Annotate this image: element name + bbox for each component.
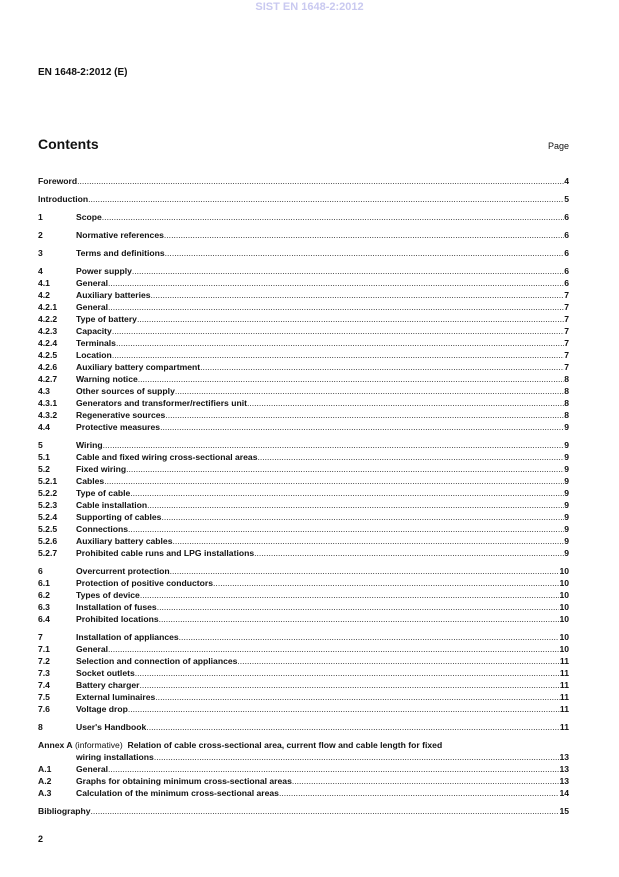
toc-entry-number: 7 xyxy=(38,632,43,642)
toc-entry-label: Calculation of the minimum cross-sectional areas xyxy=(76,788,279,798)
toc-entry-label: Supporting of cables xyxy=(76,512,162,522)
toc-entry-label: Foreword xyxy=(38,176,78,186)
toc-entry-page: 10 xyxy=(559,566,569,576)
toc-entry-number: 7.3 xyxy=(38,668,50,678)
dot-leader xyxy=(173,535,565,547)
toc-entry-number: 4.3.2 xyxy=(38,410,58,420)
toc-entry-page: 8 xyxy=(564,410,569,420)
dot-leader xyxy=(147,499,564,511)
toc-entry[interactable] xyxy=(38,613,569,625)
toc-entry[interactable] xyxy=(38,643,569,655)
toc-entry-number: 5.2 xyxy=(38,464,50,474)
toc-entry-label: Type of battery xyxy=(76,314,137,324)
toc-entry-number: 4.3.1 xyxy=(38,398,58,408)
toc-entry-label: Protection of positive conductors xyxy=(76,578,214,588)
dot-leader xyxy=(254,547,564,559)
toc-entry-page: 9 xyxy=(564,488,569,498)
toc-entry-number: 7.1 xyxy=(38,644,50,654)
toc-entry-number: 6.2 xyxy=(38,590,50,600)
dot-leader xyxy=(128,523,564,535)
page-column-label: Page xyxy=(547,141,569,151)
toc-entry-number: 3 xyxy=(38,248,43,258)
dot-leader xyxy=(161,511,564,523)
toc-entry-label: Overcurrent protection xyxy=(76,566,170,576)
dot-leader xyxy=(237,655,560,667)
dot-leader xyxy=(140,679,560,691)
toc-entry-page: 11 xyxy=(559,722,569,732)
toc-entry[interactable] xyxy=(38,397,569,409)
toc-entry-page: 10 xyxy=(559,590,569,600)
toc-entry-number: 2 xyxy=(38,230,43,240)
dot-leader xyxy=(77,175,564,187)
toc-entry-label: Installation of appliances xyxy=(76,632,179,642)
toc-entry-page: 7 xyxy=(564,326,569,336)
toc-entry-number: 6.4 xyxy=(38,614,50,624)
toc-entry-label: Selection and connection of appliances xyxy=(76,656,238,666)
toc-entry[interactable] xyxy=(38,385,569,397)
dot-leader xyxy=(103,439,565,451)
toc-entry-page: 7 xyxy=(564,314,569,324)
toc-entry-number: 4 xyxy=(38,266,43,276)
toc-entry-label: General xyxy=(76,644,109,654)
toc-entry-page: 11 xyxy=(559,692,569,702)
toc-entry-number: A.1 xyxy=(38,764,52,774)
toc-entry[interactable] xyxy=(38,523,569,535)
toc-entry[interactable] xyxy=(38,277,569,289)
toc-entry[interactable] xyxy=(38,313,569,325)
dot-leader xyxy=(137,313,564,325)
toc-entry-page: 7 xyxy=(564,302,569,312)
page-title: Contents xyxy=(38,136,99,152)
toc-entry-label: Type of cable xyxy=(76,488,131,498)
toc-entry-label: Fixed wiring xyxy=(76,464,127,474)
toc-entry-label: Terms and definitions xyxy=(76,248,165,258)
toc-entry-number: 4.2 xyxy=(38,290,50,300)
dot-leader xyxy=(157,601,560,613)
toc-entry-page: 11 xyxy=(559,668,569,678)
toc-entry[interactable] xyxy=(38,475,569,487)
dot-leader xyxy=(292,775,560,787)
toc-entry-label: Auxiliary battery cables xyxy=(76,536,173,546)
toc-entry[interactable] xyxy=(38,409,569,421)
toc-entry-number: 5.2.6 xyxy=(38,536,58,546)
toc-entry-label: Other sources of supply xyxy=(76,386,175,396)
dot-leader xyxy=(104,475,564,487)
annex-prefix: Annex A xyxy=(38,740,73,750)
toc-entry-number: 4.1 xyxy=(38,278,50,288)
dot-leader xyxy=(279,787,559,799)
toc-entry[interactable] xyxy=(38,679,569,691)
watermark: SIST EN 1648-2:2012 xyxy=(255,1,364,13)
table-of-contents xyxy=(38,169,569,817)
dot-leader xyxy=(165,409,564,421)
toc-entry-page: 9 xyxy=(564,452,569,462)
toc-entry-label: External luminaires xyxy=(76,692,156,702)
toc-entry[interactable] xyxy=(38,499,569,511)
dot-leader xyxy=(128,703,560,715)
toc-entry-number: 4.2.6 xyxy=(38,362,58,372)
toc-entry-number: 7.6 xyxy=(38,704,50,714)
dot-leader xyxy=(155,691,560,703)
toc-entry-number: 5.2.5 xyxy=(38,524,58,534)
toc-entry-page: 6 xyxy=(564,248,569,258)
toc-entry-label: Prohibited cable runs and LPG installations xyxy=(76,548,255,558)
toc-entry[interactable] xyxy=(38,589,569,601)
toc-entry-label: Installation of fuses xyxy=(76,602,157,612)
toc-group xyxy=(38,229,569,241)
toc-entry-label: Auxiliary batteries xyxy=(76,290,151,300)
toc-entry[interactable] xyxy=(38,775,569,787)
toc-entry[interactable] xyxy=(38,601,569,613)
toc-entry-number: 4.3 xyxy=(38,386,50,396)
dot-leader xyxy=(108,301,564,313)
toc-entry-page: 10 xyxy=(559,644,569,654)
toc-group xyxy=(38,211,569,223)
toc-entry-number: 5.2.1 xyxy=(38,476,58,486)
toc-entry-page: 6 xyxy=(564,278,569,288)
toc-entry[interactable] xyxy=(38,301,569,313)
toc-entry-number: 7.2 xyxy=(38,656,50,666)
toc-entry[interactable] xyxy=(38,265,569,277)
toc-entry-page: 13 xyxy=(559,776,569,786)
dot-leader xyxy=(140,589,560,601)
toc-entry-number: 6 xyxy=(38,566,43,576)
toc-entry-label: Prohibited locations xyxy=(76,614,159,624)
dot-leader xyxy=(247,397,564,409)
toc-entry-number: 1 xyxy=(38,212,43,222)
toc-entry-number: A.3 xyxy=(38,788,52,798)
toc-entry-page: 14 xyxy=(559,788,569,798)
toc-entry[interactable] xyxy=(38,211,569,223)
toc-entry-page: 9 xyxy=(564,500,569,510)
toc-entry-label: Normative references xyxy=(76,230,164,240)
toc-entry-label: Cable and fixed wiring cross-sectional areas xyxy=(76,452,258,462)
dot-leader xyxy=(170,565,560,577)
dot-leader xyxy=(213,577,559,589)
toc-group xyxy=(38,265,569,433)
toc-entry-page: 7 xyxy=(564,290,569,300)
toc-entry-page: 4 xyxy=(564,176,569,186)
toc-entry-label: Introduction xyxy=(38,194,89,204)
toc-entry[interactable] xyxy=(38,565,569,577)
toc-entry-label: Warning notice xyxy=(76,374,138,384)
toc-entry-page: 9 xyxy=(564,524,569,534)
toc-entry-number: 4.4 xyxy=(38,422,50,432)
toc-entry-page: 6 xyxy=(564,212,569,222)
toc-entry-bibliography[interactable] xyxy=(38,805,569,817)
toc-entry-label: Graphs for obtaining minimum cross-sectional areas xyxy=(76,776,292,786)
toc-entry-label: Power supply xyxy=(76,266,132,276)
toc-entry-number: 5.2.2 xyxy=(38,488,58,498)
toc-entry[interactable] xyxy=(38,451,569,463)
toc-entry-page: 8 xyxy=(564,374,569,384)
dot-leader xyxy=(130,487,564,499)
toc-entry[interactable] xyxy=(38,667,569,679)
toc-entry-label: Capacity xyxy=(76,326,112,336)
toc-entry-label: Regenerative sources xyxy=(76,410,166,420)
dot-leader xyxy=(175,385,564,397)
toc-entry-page: 7 xyxy=(564,350,569,360)
dot-leader xyxy=(164,229,564,241)
dot-leader xyxy=(159,613,560,625)
toc-entry-label: Scope xyxy=(76,212,102,222)
dot-leader xyxy=(160,421,564,433)
toc-entry[interactable] xyxy=(38,421,569,433)
toc-entry-page: 7 xyxy=(564,362,569,372)
toc-entry-page: 10 xyxy=(559,632,569,642)
toc-entry-label: Cable installation xyxy=(76,500,148,510)
toc-entry[interactable] xyxy=(38,337,569,349)
toc-entry[interactable] xyxy=(38,655,569,667)
toc-entry-label: Cables xyxy=(76,476,105,486)
dot-leader xyxy=(258,451,565,463)
toc-entry-number: 7.5 xyxy=(38,692,50,702)
toc-entry-page: 9 xyxy=(564,464,569,474)
toc-entry-number: 5.2.4 xyxy=(38,512,58,522)
toc-group xyxy=(38,175,569,187)
toc-entry[interactable] xyxy=(38,439,569,451)
toc-entry-label: Generators and transformer/rectifiers unit xyxy=(76,398,247,408)
toc-entry-label: Bibliography xyxy=(38,806,91,816)
dot-leader xyxy=(165,247,565,259)
dot-leader xyxy=(132,265,564,277)
dot-leader xyxy=(88,193,564,205)
dot-leader xyxy=(108,277,564,289)
toc-entry[interactable] xyxy=(38,751,569,763)
toc-entry-label: Terminals xyxy=(76,338,116,348)
toc-entry-label: General xyxy=(76,302,109,312)
toc-entry[interactable] xyxy=(38,487,569,499)
toc-entry-number: 8 xyxy=(38,722,43,732)
toc-entry-label: General xyxy=(76,764,109,774)
toc-entry-page: 5 xyxy=(564,194,569,204)
toc-group xyxy=(38,247,569,259)
toc-group xyxy=(38,631,569,715)
toc-entry-page: 9 xyxy=(564,512,569,522)
toc-entry-label: Protective measures xyxy=(76,422,161,432)
dot-leader xyxy=(151,289,565,301)
toc-entry-page: 10 xyxy=(559,602,569,612)
toc-entry-page: 6 xyxy=(564,230,569,240)
toc-entry[interactable] xyxy=(38,739,569,751)
toc-entry[interactable] xyxy=(38,325,569,337)
toc-entry-number: 5.1 xyxy=(38,452,50,462)
toc-entry-label: Connections xyxy=(76,524,129,534)
toc-entry-label: User's Handbook xyxy=(76,722,147,732)
toc-entry[interactable] xyxy=(38,349,569,361)
annex-note: (informative) xyxy=(74,740,123,750)
toc-entry-label: Location xyxy=(76,350,112,360)
toc-entry-label: wiring installations xyxy=(76,752,154,762)
toc-entry-page: 9 xyxy=(564,440,569,450)
dot-leader xyxy=(146,721,560,733)
toc-entry[interactable] xyxy=(38,373,569,385)
toc-entry-number: 7.4 xyxy=(38,680,50,690)
toc-entry[interactable] xyxy=(38,535,569,547)
toc-entry-page: 8 xyxy=(564,398,569,408)
toc-entry[interactable] xyxy=(38,247,569,259)
toc-entry-page: 6 xyxy=(564,266,569,276)
toc-entry-page: 11 xyxy=(559,704,569,714)
dot-leader xyxy=(126,463,564,475)
toc-entry-number: 4.2.5 xyxy=(38,350,58,360)
toc-entry-label: Socket outlets xyxy=(76,668,135,678)
document-header: EN 1648-2:2012 (E) xyxy=(38,67,128,78)
toc-entry[interactable] xyxy=(38,703,569,715)
toc-entry-label: Battery charger xyxy=(76,680,140,690)
dot-leader xyxy=(135,667,560,679)
toc-entry[interactable] xyxy=(38,175,569,187)
toc-entry[interactable] xyxy=(38,577,569,589)
toc-entry-page: 11 xyxy=(559,680,569,690)
toc-entry[interactable] xyxy=(38,547,569,559)
toc-entry[interactable] xyxy=(38,721,569,733)
toc-entry[interactable] xyxy=(38,463,569,475)
toc-group xyxy=(38,193,569,205)
toc-entry-number: 4.2.3 xyxy=(38,326,58,336)
toc-entry-number: 4.2.1 xyxy=(38,302,58,312)
toc-entry-label: Auxiliary battery compartment xyxy=(76,362,201,372)
toc-group xyxy=(38,565,569,625)
toc-entry[interactable] xyxy=(38,361,569,373)
dot-leader xyxy=(116,337,564,349)
toc-entry-number: 4.2.4 xyxy=(38,338,58,348)
toc-group xyxy=(38,439,569,559)
toc-entry[interactable] xyxy=(38,631,569,643)
toc-entry-label: General xyxy=(76,278,109,288)
dot-leader xyxy=(200,361,564,373)
toc-entry[interactable] xyxy=(38,193,569,205)
toc-entry-page: 9 xyxy=(564,536,569,546)
annex-title: Relation of cable cross-sectional area, current flow and cable length for fixed xyxy=(127,740,443,750)
dot-leader xyxy=(102,211,564,223)
toc-entry-number: 6.3 xyxy=(38,602,50,612)
toc-entry[interactable] xyxy=(38,787,569,799)
toc-entry-page: 15 xyxy=(559,806,569,816)
dot-leader xyxy=(112,349,564,361)
toc-entry-page: 10 xyxy=(559,614,569,624)
toc-entry-number: 5.2.7 xyxy=(38,548,58,558)
toc-entry[interactable] xyxy=(38,289,569,301)
toc-entry-label: Voltage drop xyxy=(76,704,128,714)
toc-entry-number: 4.2.7 xyxy=(38,374,58,384)
toc-entry-number: A.2 xyxy=(38,776,52,786)
toc-entry-number: 5 xyxy=(38,440,43,450)
toc-entry[interactable] xyxy=(38,763,569,775)
toc-entry-page: 9 xyxy=(564,422,569,432)
toc-entry-page: 9 xyxy=(564,476,569,486)
toc-entry[interactable] xyxy=(38,511,569,523)
toc-entry-label: Wiring xyxy=(76,440,103,450)
toc-entry[interactable] xyxy=(38,691,569,703)
toc-entry-page: 11 xyxy=(559,656,569,666)
page-number: 2 xyxy=(38,834,44,844)
dot-leader xyxy=(108,643,559,655)
toc-entry-number: 5.2.3 xyxy=(38,500,58,510)
toc-entry-page: 13 xyxy=(559,752,569,762)
toc-entry-page: 7 xyxy=(564,338,569,348)
dot-leader xyxy=(112,325,564,337)
toc-group xyxy=(38,721,569,733)
dot-leader xyxy=(138,373,564,385)
toc-entry-page: 8 xyxy=(564,386,569,396)
toc-entry-page: 9 xyxy=(564,548,569,558)
dot-leader xyxy=(179,631,560,643)
toc-annex xyxy=(38,739,569,799)
toc-entry-page: 10 xyxy=(559,578,569,588)
toc-entry-page: 13 xyxy=(559,764,569,774)
toc-entry-label: Types of device xyxy=(76,590,140,600)
toc-entry[interactable] xyxy=(38,229,569,241)
toc-entry-number: 4.2.2 xyxy=(38,314,58,324)
toc-entry-number: 6.1 xyxy=(38,578,50,588)
dot-leader xyxy=(108,763,559,775)
